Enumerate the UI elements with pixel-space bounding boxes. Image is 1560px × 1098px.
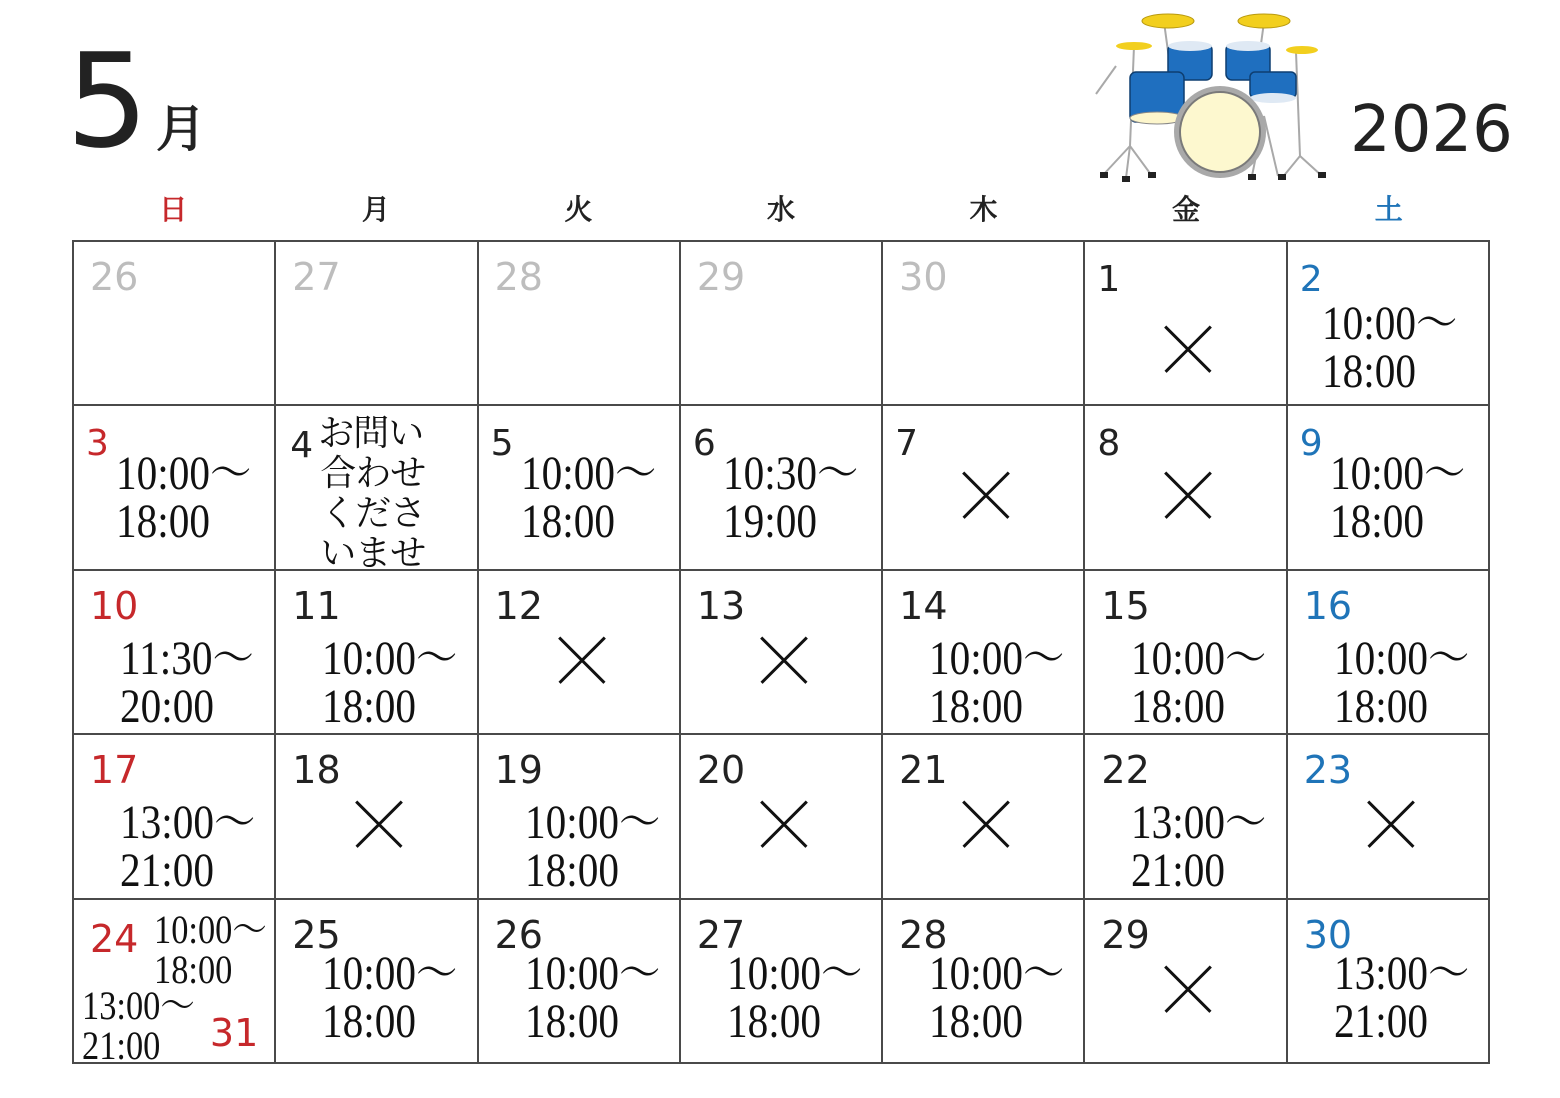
day-cell: [883, 242, 1085, 406]
hours-line: 18:00: [322, 994, 417, 1048]
day-number: 9: [1299, 423, 1323, 465]
hours-line: 21:00: [1131, 844, 1226, 898]
day-cell: [883, 900, 1085, 1064]
opening-hours: [520, 447, 656, 549]
day-cell: [883, 406, 1085, 570]
closed-mark-icon: [1165, 326, 1211, 372]
day-number: 30: [899, 255, 948, 299]
month-number: 5: [66, 25, 149, 177]
day-number: 20: [696, 748, 746, 793]
hours-line: 20:00: [120, 679, 215, 733]
hours-line: 10:00～: [116, 447, 252, 501]
note-line: 合わせ: [320, 453, 426, 495]
day-cell: [479, 735, 681, 899]
day-cell: [681, 406, 883, 570]
opening-hours: [1131, 631, 1267, 733]
closed-mark-icon: [761, 801, 807, 847]
weekday-fri: 金: [1172, 193, 1201, 226]
opening-hours: [1333, 631, 1470, 733]
weekday-tue: 火: [564, 193, 593, 226]
hours-line: 10:00～: [726, 946, 863, 1000]
opening-hours: [524, 796, 660, 898]
day-cell: [1085, 571, 1287, 735]
day-number: 22: [1101, 748, 1150, 793]
day-cell: [1288, 406, 1490, 570]
day-number: 19: [494, 748, 543, 793]
opening-hours: [116, 447, 252, 549]
day-number: 18: [292, 748, 341, 793]
hours-line: 13:00～: [120, 796, 256, 850]
opening-hours: [322, 631, 458, 733]
day-cell: [276, 406, 478, 570]
closed-mark-icon: [963, 472, 1009, 518]
opening-hours: [929, 946, 1065, 1048]
hours-line: 18:00: [322, 679, 417, 733]
hours-line: 18:00: [929, 679, 1024, 733]
day-number: 25: [292, 912, 341, 957]
opening-hours: [722, 447, 859, 549]
day-number: 7: [895, 423, 919, 465]
hours-line: 18:00: [524, 844, 619, 898]
day-number: 30: [1303, 912, 1353, 957]
day-number-second: 31: [209, 1010, 259, 1055]
opening-hours: [1131, 796, 1267, 898]
opening-hours: [929, 631, 1065, 733]
day-cell: [74, 571, 276, 735]
weekday-header: [72, 192, 1490, 232]
day-number: 28: [494, 255, 543, 299]
hours-line: 18:00: [520, 495, 615, 549]
day-cell: [74, 900, 276, 1064]
hours-line: 10:00～: [1321, 297, 1458, 350]
hours-line: 10:00～: [929, 631, 1065, 685]
hours-line: 18:00: [154, 946, 233, 992]
hours-line: 10:00～: [154, 906, 267, 952]
closed-mark-icon: [559, 637, 605, 683]
note-line: お問い: [318, 413, 424, 455]
hours-line: 11:30～: [120, 631, 254, 685]
day-cell: [681, 900, 883, 1064]
day-number: 10: [90, 583, 139, 628]
weekday-mon: 月: [361, 193, 390, 226]
day-cell: [479, 571, 681, 735]
hours-line: 13:00～: [1131, 796, 1267, 850]
day-number: 12: [494, 583, 543, 628]
weekday-sat: 土: [1374, 193, 1403, 226]
month-suffix: 月: [156, 100, 206, 158]
day-number: 24: [90, 916, 139, 961]
year-label: 2026: [1350, 93, 1513, 167]
opening-hours: [120, 631, 254, 733]
opening-hours: [1321, 297, 1458, 398]
day-number: 6: [692, 423, 716, 465]
opening-hours: [1329, 447, 1466, 549]
day-cell: [1085, 406, 1287, 570]
day-cell: [74, 406, 276, 570]
hours-line: 10:00～: [524, 796, 660, 850]
day-cell: [681, 571, 883, 735]
day-number: 1: [1097, 259, 1121, 300]
note-line: いませ: [320, 533, 426, 571]
day-number: 11: [292, 583, 341, 628]
day-number: 23: [1303, 748, 1353, 793]
day-cell: [276, 735, 478, 899]
note-line: くださ: [320, 493, 426, 535]
day-number: 15: [1101, 583, 1150, 628]
day-number: 14: [899, 583, 948, 628]
day-cell: [1288, 242, 1490, 406]
opening-hours: [322, 946, 458, 1048]
hours-line: 10:00～: [322, 631, 458, 685]
day-cell: [1288, 735, 1490, 899]
hours-line: 18:00: [524, 994, 619, 1048]
day-number: 16: [1303, 583, 1353, 628]
weekday-thu: 木: [969, 193, 998, 226]
drum-kit-illustration: [1086, 6, 1330, 188]
day-number: 27: [696, 912, 746, 957]
closed-mark-icon: [1165, 472, 1211, 518]
opening-hours: [1333, 946, 1470, 1048]
day-number: 26: [90, 255, 139, 299]
day-cell: [1288, 900, 1490, 1064]
calendar-grid: [72, 240, 1490, 1064]
day-cell: [276, 242, 478, 406]
hours-line: 13:00～: [1333, 946, 1470, 1000]
hours-line: 18:00: [116, 495, 211, 549]
day-number: 8: [1097, 423, 1121, 465]
day-cell: [883, 571, 1085, 735]
weekday-wed: 水: [766, 193, 795, 226]
day-number: 28: [899, 912, 948, 957]
opening-hours: [524, 946, 660, 1048]
day-number: 13: [696, 583, 746, 628]
day-cell: [74, 242, 276, 406]
day-number: 4: [290, 425, 314, 467]
hours-line: 21:00: [82, 1022, 161, 1064]
hours-line: 18:00: [1333, 679, 1428, 733]
hours-line: 10:00～: [524, 946, 660, 1000]
hours-line: 10:30～: [722, 447, 859, 501]
day-number: 2: [1299, 259, 1323, 300]
day-number: 26: [494, 912, 543, 957]
hours-line: 21:00: [1333, 994, 1428, 1048]
day-number: 29: [1101, 912, 1150, 957]
hours-line: 10:00～: [322, 946, 458, 1000]
day-cell: [681, 735, 883, 899]
day-cell: [74, 735, 276, 899]
day-number: 27: [292, 255, 341, 299]
hours-line: 18:00: [1329, 495, 1424, 549]
day-cell: [479, 900, 681, 1064]
day-number: 21: [899, 748, 948, 793]
closed-mark-icon: [963, 801, 1009, 847]
hours-line: 21:00: [120, 844, 215, 898]
day-number: 17: [90, 748, 139, 793]
hours-line: 10:00～: [1329, 447, 1466, 501]
day-cell: [1288, 571, 1490, 735]
hours-line: 18:00: [929, 994, 1024, 1048]
contact-note: [318, 414, 425, 570]
day-cell: [681, 242, 883, 406]
day-cell: [479, 406, 681, 570]
hours-line: 18:00: [726, 994, 821, 1048]
day-cell: [883, 735, 1085, 899]
day-cell: [1085, 900, 1287, 1064]
opening-hours: [726, 946, 863, 1048]
closed-mark-icon: [356, 801, 402, 847]
closed-mark-icon: [1368, 801, 1414, 847]
opening-hours: [154, 906, 267, 992]
closed-mark-icon: [1165, 966, 1211, 1012]
day-cell: [276, 900, 478, 1064]
hours-line: 10:00～: [1333, 631, 1470, 685]
weekday-sun: 日: [159, 193, 188, 226]
day-cell: [1085, 735, 1287, 899]
day-cell: [1085, 242, 1287, 406]
hours-line: 19:00: [722, 495, 817, 549]
day-cell: [276, 571, 478, 735]
hours-line: 10:00～: [929, 946, 1065, 1000]
hours-line: 10:00～: [1131, 631, 1267, 685]
day-cell: [479, 242, 681, 406]
day-number: 29: [696, 255, 746, 299]
hours-line: 18:00: [1321, 345, 1416, 398]
closed-mark-icon: [761, 637, 807, 683]
hours-line: 13:00～: [82, 982, 195, 1028]
hours-line: 18:00: [1131, 679, 1226, 733]
opening-hours: [120, 796, 256, 898]
opening-hours-second: [82, 982, 195, 1064]
hours-line: 10:00～: [520, 447, 656, 501]
day-number: 5: [490, 423, 514, 465]
day-number: 3: [86, 423, 109, 465]
